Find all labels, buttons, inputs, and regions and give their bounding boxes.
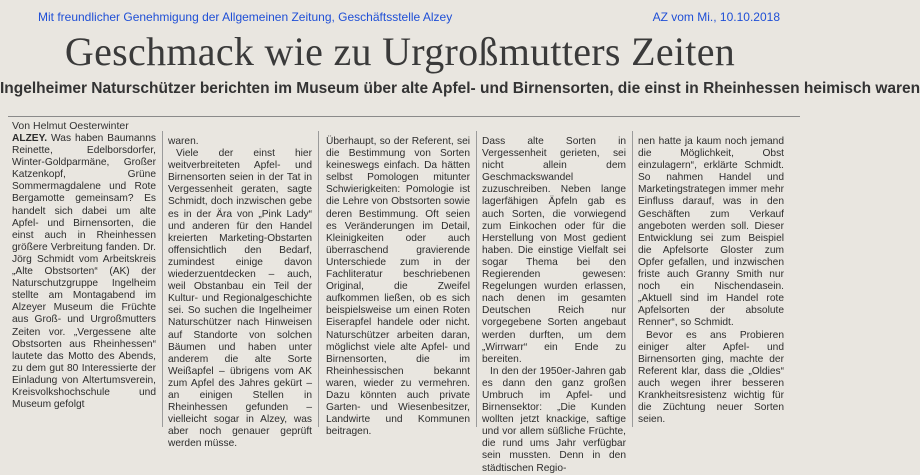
paragraph-text: Was haben Baumanns Reinette, Edelborsdorfer, Winter-Goldparmäne, Großer Katzenkopf, Grüne Sommermagdalene und Rote Bergamotte gemeinsam? Es handelt sich dabei um alte Apfel- und Birnensorten, die einst auch in Rheinhessen größere Verbreitung fanden. Dr. Jörg Schmidt vom Arbeitskreis „Alte Obstsorten“ (AK) der Naturschutzgruppe Ingelheim stellte am Montagabend im Alzeyer Museum die Früchte aus Groß- und Urgroßmutters Zeiten vor. „Vergessene alte Obstsorten aus Rheinhessen“ lautete das Motto des Abends, zu dem gut 80 Interessierte der Einladung von Altertumsverein, Kreisvolkshochschule und Museum gefolgt bbox=[12, 133, 156, 411]
column-divider bbox=[476, 131, 477, 427]
dateline-location: ALZEY. bbox=[12, 133, 48, 144]
article-column-3 bbox=[326, 136, 470, 438]
column-paragraph: waren. bbox=[168, 136, 199, 147]
article-column-1 bbox=[12, 133, 156, 425]
article-column-4 bbox=[482, 136, 626, 474]
article-column-5 bbox=[638, 136, 784, 428]
column-divider bbox=[318, 131, 319, 427]
column-paragraph: Dass alte Sorten in Vergessenheit gerieten, sei nicht allein dem Geschmackswandel zuzuschreiben. Neben lange lagerfähigen Äpfeln gab es auch Sorten, die vorwiegend zum Einkochen oder für die Herstellung von Most gedient haben. Die einstige Vielfalt sei sogar Thema bei den Regierenden gewesen: Regelungen wurden erlassen, nach denen im gesamten Deutschen Reich nur vorgegebene Sorten angebaut werden durften, um dem „Wirrwarr“ ein Ende zu bereiten. bbox=[482, 136, 626, 365]
column-paragraph: nen hatte ja kaum noch jemand die Möglichkeit, Obst einzulagern“, erklärte Schmidt. So nahmen Handel und Marketingstrategen immer mehr Einfluss darauf, was in den Geschäften zum Verkauf angeboten werden soll. Dieser Entwicklung sei zum Beispiel die Apfelsorte Gloster zum Opfer gefallen, und inzwischen friste auch Granny Smith nur noch ein Nischendasein. „Aktuell sind im Handel rote Apfelsorten der absolute Renner“, so Schmidt. bbox=[638, 136, 784, 329]
article-subheadline: Ingelheimer Naturschützer berichten im Museum über alte Apfel- und Birnensorten, die einst in Rheinhessen heimisch waren bbox=[0, 80, 920, 97]
column-paragraph: Viele der einst hier weitverbreiteten Apfel- und Birnensorten seien in der Tat in Vergessenheit geraten, sagte Schmidt, doch inzwischen gebe es in der Ära von „Pink Lady“ und anderen für den Handel kreierten Marketing-Obstarten offensichtlich den Bedarf, zumindest einige davon wiederzuentdecken – auch, weil Obstanbau ein Teil der Kultur- und Regionalgeschichte sei. So suchen die Ingelheimer Naturschützer nach Hinweisen auf Standorte von solchen Bäumen und haben unter anderem die alte Sorte Weißapfel – übrigens vom AK zum Apfel des Jahres gekürt – an einigen Stellen in Rheinhessen gefunden – vielleicht sogar in Alzey, was aber noch genauer geprüft werden müsse. bbox=[168, 148, 312, 450]
article-column-2 bbox=[168, 136, 312, 450]
column-divider bbox=[162, 131, 163, 427]
article-headline: Geschmack wie zu Urgroßmutters Zeiten bbox=[64, 29, 736, 74]
author-byline: Von Helmut Oesterwinter bbox=[12, 120, 129, 132]
copyright-credit: Mit freundlicher Genehmigung der Allgemeinen Zeitung, Geschäftsstelle Alzey bbox=[38, 10, 453, 24]
header-rule bbox=[8, 116, 800, 117]
column-paragraph: Bevor es ans Probieren einiger alter Apfel- und Birnensorten ging, machte der Referent klar, dass die „Oldies“ auch wegen ihrer besseren Krankheitsresistenz wichtig für die Züchtung neuer Sorten seien. bbox=[638, 329, 784, 426]
column-paragraph: Überhaupt, so der Referent, sei die Bestimmung von Sorten keineswegs einfach. Da hätten selbst Pomologen mitunter Schwierigkeiten: Pomologie ist die Lehre von Obstsorten sowie deren Bestimmung. Oft seien es Veränderungen im Detail, Kleinigkeiten oder auch überraschend gravierende Unterschiede zum in der Fachliteratur beschriebenen Original, die Zweifel aufkommen ließen, ob es sich beispielsweise um einen Roten Eiserapfel handele oder nicht. Naturschützer arbeiten daran, möglichst viele alte Apfel- und Birnensorten, die im Rheinhessischen bekannt waren, wieder zu vermehren. Dazu könnten auch private Garten- und Wiesenbesitzer, Landwirte und Kommunen beitragen. bbox=[326, 136, 470, 438]
column-paragraph: In den der 1950er-Jahren gab es dann den ganz großen Umbruch im Apfel- und Birnensektor: „Die Kunden wollten jetzt knackige, saftige und vor allem süßliche Früchte, die rund ums Jahr verfügbar sein mussten. Denn in den städtischen Regio- bbox=[482, 365, 626, 474]
column-divider bbox=[632, 131, 633, 427]
column-paragraph bbox=[12, 133, 156, 411]
issue-date: AZ vom Mi., 10.10.2018 bbox=[652, 10, 780, 24]
